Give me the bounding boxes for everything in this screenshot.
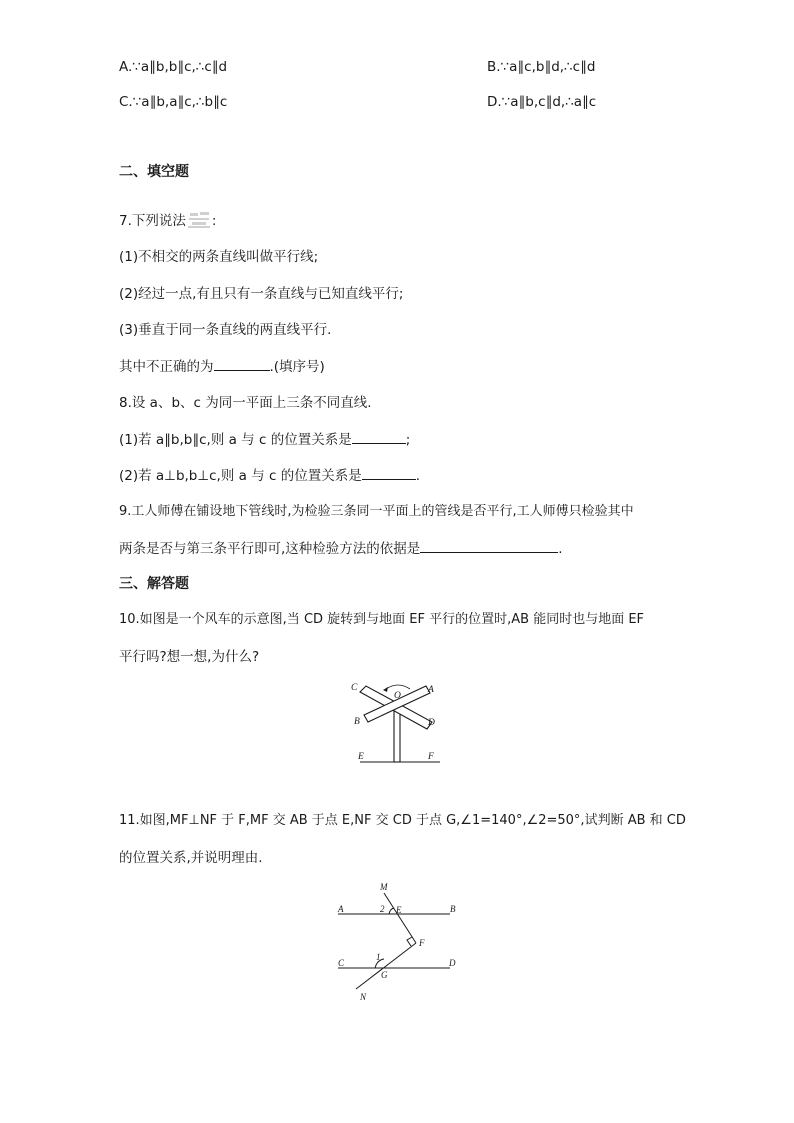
label-n: N	[360, 992, 367, 1002]
q8-part-2	[119, 466, 420, 485]
label-angle-1: 1	[376, 952, 381, 962]
q11-line-2: 的位置关系,并说明理由.	[119, 850, 263, 866]
q7-item-3: (3)垂直于同一条直线的两直线平行.	[119, 322, 332, 338]
q9-line-2-text: 两条是否与第三条平行即可,这种检验方法的依据是	[119, 541, 421, 557]
windmill-figure	[350, 678, 450, 766]
label-g: G	[381, 970, 388, 980]
q7-item-1: (1)不相交的两条直线叫做平行线;	[119, 249, 319, 265]
line-mf	[384, 893, 416, 943]
label-f: F	[419, 938, 425, 948]
label-d: D	[428, 718, 435, 728]
q9-line-2-end: .	[558, 541, 563, 557]
label-a: A	[338, 904, 344, 914]
q11-line-1: 11.如图,MF⊥NF 于 F,MF 交 AB 于点 E,NF 交 CD 于点 G,∠1=140°,∠2=50°,试判断 AB 和 CD	[119, 813, 686, 828]
section-answer-title: 三、解答题	[119, 576, 189, 592]
q8-part-1	[119, 430, 410, 449]
label-b: B	[354, 717, 360, 727]
q9-line-2	[119, 539, 563, 558]
q8-part-2-blank[interactable]	[362, 466, 416, 480]
label-f: F	[428, 752, 434, 762]
q8-stem: 8.设 a、b、c 为同一平面上三条不同直线.	[119, 395, 372, 411]
q7-answer-prefix: 其中不正确的为	[119, 359, 214, 375]
line-nf	[356, 943, 416, 989]
q8-part-1-end: ;	[405, 432, 411, 448]
angle-2-arc	[389, 908, 394, 914]
q7-answer-line	[119, 357, 325, 376]
label-angle-2: 2	[380, 904, 385, 914]
label-e: E	[396, 905, 402, 915]
parallel-lines-figure	[332, 880, 462, 1006]
label-m: M	[380, 882, 388, 892]
q7-answer-blank[interactable]	[214, 357, 270, 371]
q8-part-1-blank[interactable]	[352, 430, 406, 444]
q7-stem-text: 7.下列说法	[119, 213, 186, 229]
label-c: C	[338, 958, 345, 968]
windmill-pole	[394, 706, 400, 762]
choice-b: B.∵a∥c,b∥d,∴c∥d	[487, 59, 596, 75]
q9-answer-blank[interactable]	[420, 539, 558, 553]
q7-stem	[119, 211, 216, 230]
q7-item-2: (2)经过一点,有且只有一条直线与已知直线平行;	[119, 286, 404, 302]
q7-stem-tail: :	[211, 213, 217, 229]
q8-part-2-text: (2)若 a⊥b,b⊥c,则 a 与 c 的位置关系是	[119, 468, 362, 484]
q8-part-2-end: .	[415, 468, 421, 484]
label-e: E	[358, 752, 364, 762]
q7-answer-suffix: .(填序号)	[269, 359, 325, 375]
label-b: B	[450, 904, 456, 914]
rotation-arrow-icon	[383, 687, 388, 692]
label-o: O	[394, 691, 401, 701]
rotation-arc	[386, 685, 410, 689]
label-a: A	[428, 685, 434, 695]
label-c: C	[351, 683, 358, 693]
q9-line-1: 9.工人师傅在铺设地下管线时,为检验三条同一平面上的管线是否平行,工人师傅只检验其中	[119, 504, 634, 519]
q8-part-1-text: (1)若 a∥b,b∥c,则 a 与 c 的位置关系是	[119, 432, 352, 448]
q10-line-1: 10.如图是一个风车的示意图,当 CD 旋转到与地面 EF 平行的位置时,AB 能同时也与地面 EF	[119, 612, 645, 627]
right-angle-mark	[407, 937, 412, 946]
watermark-stamp-icon	[186, 211, 212, 229]
label-d: D	[449, 958, 456, 968]
choice-c: C.∵a∥b,a∥c,∴b∥c	[119, 94, 228, 110]
choice-a: A.∵a∥b,b∥c,∴c∥d	[119, 59, 228, 75]
section-fill-in-title: 二、填空题	[119, 164, 189, 180]
q10-line-2: 平行吗?想一想,为什么?	[119, 649, 260, 665]
choice-d: D.∵a∥b,c∥d,∴a∥c	[487, 94, 597, 110]
